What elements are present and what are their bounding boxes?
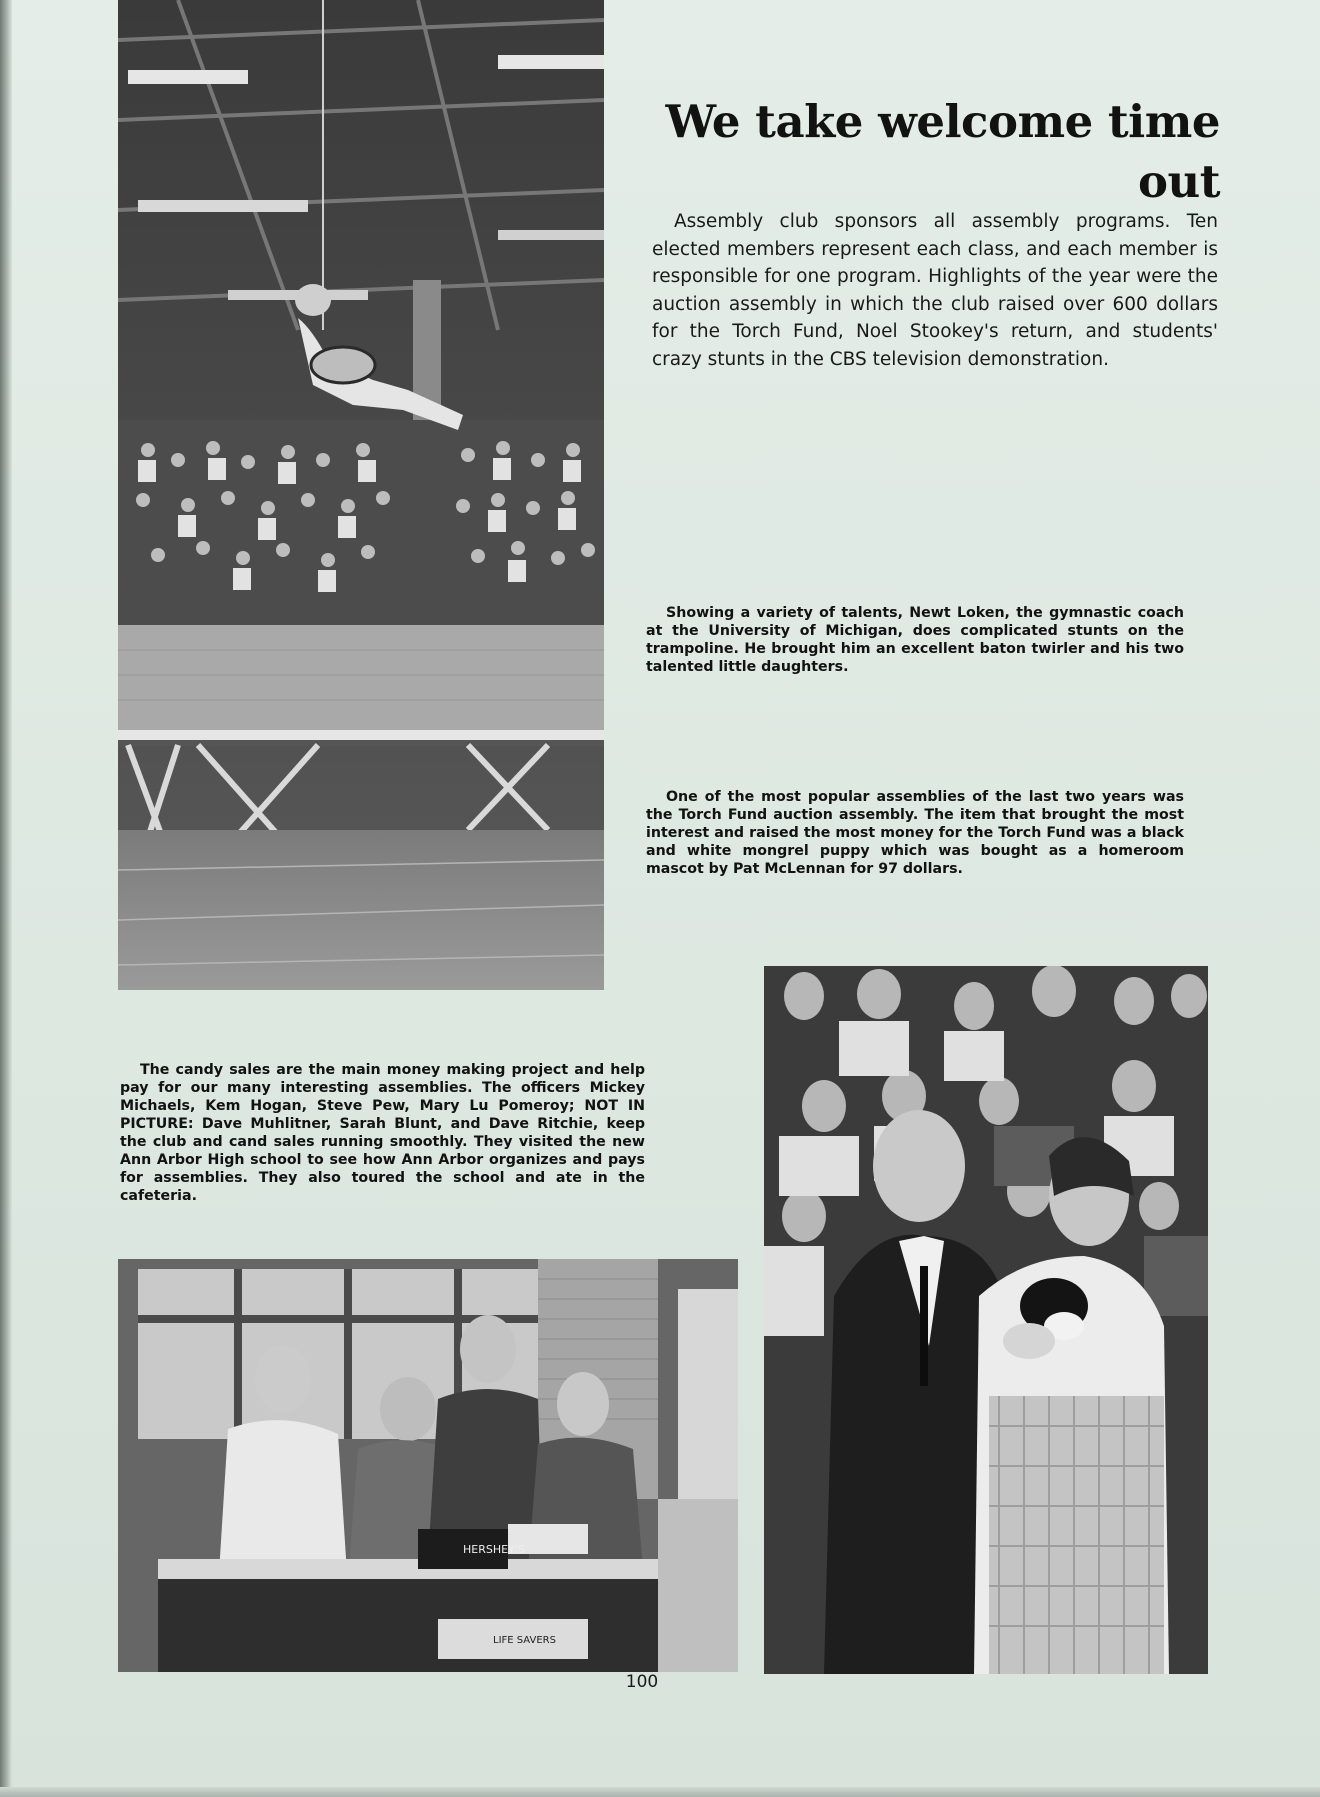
trampoline-caption: Showing a variety of talents, Newt Loken, the gymnastic coach at the University of Michigan, does complicated stunts on the trampoline. He brought him an excellent baton twirler and his two talented little daughters. bbox=[646, 605, 1184, 675]
candy-sales-caption: The candy sales are the main money making project and help pay for our many interesting assemblies. The officers Mickey Michaels, Kem Hogan, Steve Pew, Mary Lu Pomeroy; NOT IN PICTURE: Dave Muhlitner, Sarah Blunt, and Dave Ritchie, keep the club and cand sales running smoothly. They visited the new Ann Arbor High school to see how Ann Arbor organizes and pays for assemblies. They also toured the school and ate in the cafeteria. bbox=[120, 1062, 645, 1204]
gymnast-trampoline-photo bbox=[118, 0, 604, 990]
candy-box-label: HERSHEY'S bbox=[463, 1543, 525, 1556]
page-number: 100 bbox=[625, 1672, 659, 1692]
intro-paragraph: Assembly club sponsors all assembly programs. Ten elected members represent each class, and each member is responsible for one program. Highlights of the year were the auction assembly in which the club raised over 600 dollars for the Torch Fund, Noel Stookey's return, and students' crazy stunts in the CBS television demonstration. bbox=[652, 211, 1218, 370]
auction-caption: One of the most popular assemblies of the last two years was the Torch Fund auction assembly. The item that brought the most interest and raised the most money for the Torch Fund was a black and white mongrel puppy which was bought as a homeroom mascot by Pat McLennan for 97 dollars. bbox=[646, 789, 1184, 877]
auction-puppy-photo bbox=[764, 966, 1208, 1674]
page-heading: We take welcome time out bbox=[665, 95, 1220, 208]
candy-sales-photo bbox=[118, 1259, 738, 1672]
page-binding-shadow bbox=[0, 0, 12, 1797]
page-bottom-edge bbox=[0, 1787, 1320, 1797]
candy-box-label-2: LIFE SAVERS bbox=[493, 1635, 556, 1646]
